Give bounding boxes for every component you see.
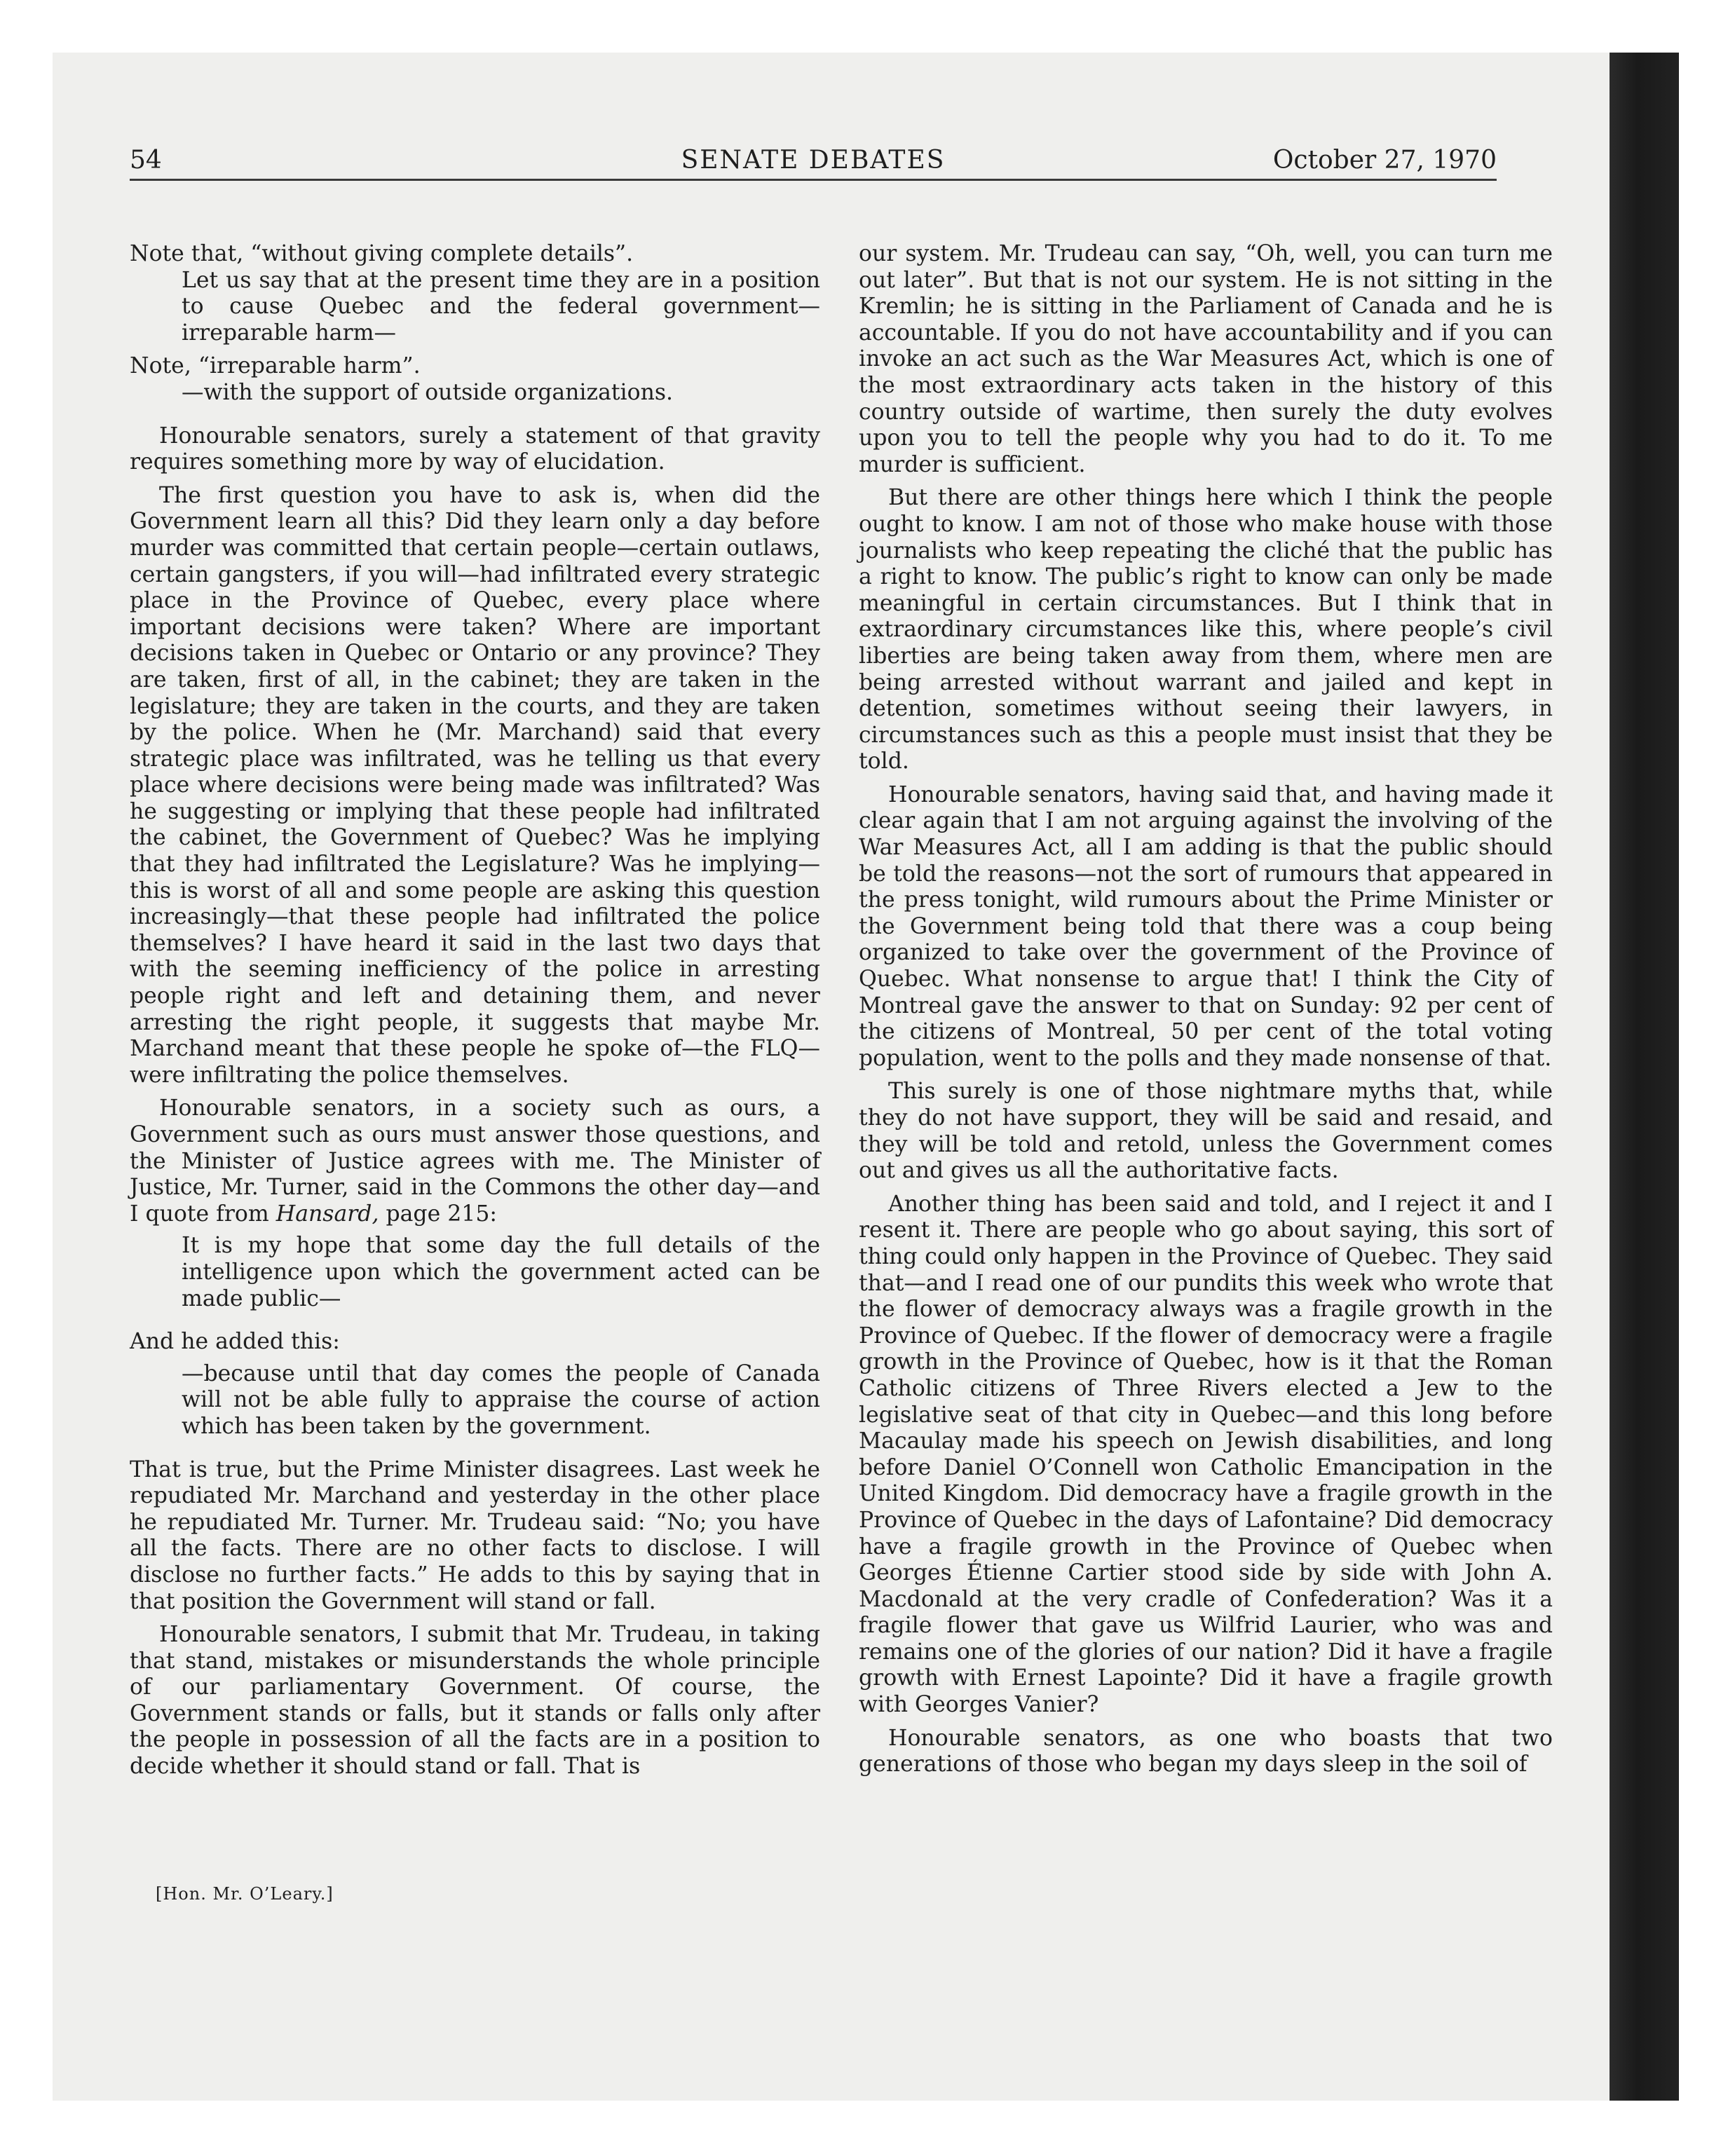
hansard-citation: Hansard,	[275, 1201, 379, 1227]
paragraph-text: page 215:	[379, 1201, 497, 1227]
block-quote: Let us say that at the present time they are in a position to cause Quebec and the federal government—irreparable harm—	[182, 267, 820, 346]
paragraph: Note, “irreparable harm”.	[130, 353, 421, 379]
paragraph: But there are other things here which I think the people ought to know. I am not of those who make house with those journalists who keep repeating the cliché that the public has a right to know. The public’s right to know can only be made meaningful in certain circumstances. But I think that in extraordinary circumstances like this, where people’s civil liberties are being taken away from them, where men are being arrested without warrant and jailed and kept in detention, sometimes without seeing their lawyers, in circumstances such as this a people must insist that they be told.	[859, 485, 1553, 775]
left-column	[130, 241, 820, 1780]
paragraph	[130, 1096, 820, 1227]
paragraph: This surely is one of those nightmare myths that, while they do not have support, they will be said and resaid, and they will be told and retold, unless the Government comes out and gives us all the authoritative facts.	[859, 1079, 1553, 1184]
block-quote: —because until that day comes the people of Canada will not be able fully to appraise the course of action which has been taken by the government.	[182, 1360, 820, 1439]
paragraph: The first question you have to ask is, when did the Government learn all this? Did they learn only a day before murder was committed that certain people—certain outlaws, certain gangsters, if you will—had infiltrated every strategic place in the Province of Quebec, every place where important decisions were taken? Where are important decisions taken in Quebec or Ontario or any province? They are taken, first of all, in the cabinet; they are taken in the legislature; they are taken in the courts, and they are taken by the police. When he (Mr. Marchand) said that every strategic place was infiltrated, was he telling us that every place where decisions were being made was infiltrated? Was he suggesting or implying that these people had infiltrated the cabinet, the Government of Quebec? Was he implying that they had infiltrated the Legislature? Was he implying—this is worst of all and some people are asking this question increasingly—that these people had infiltrated the police themselves? I have heard it said in the last two days that with the seeming inefficiency of the police in arresting people right and left and detaining them, and never arresting the right people, it suggests that maybe Mr. Marchand meant that these people he spoke of—the FLQ—were infiltrating the police themselves.	[130, 482, 820, 1088]
scan-edge-shadow	[1610, 53, 1679, 2101]
paragraph: Honourable senators, I submit that Mr. Trudeau, in taking that stand, mistakes or misunderstands the whole principle of our parliamentary Government. Of course, the Government stands or falls, but it stands or falls only after the people in possession of all the facts are in a position to decide whether it should stand or fall. That is	[130, 1622, 820, 1780]
paragraph-text: Honourable senators, in a society such as ours, a Government such as ours must answer those questions, and the Minister of Justice agrees with me. The Minister of Justice, Mr. Turner, said in the Commons the other day—and I quote from	[130, 1096, 820, 1227]
paragraph: Note that, “without giving complete details”.	[130, 241, 634, 266]
page-header	[130, 144, 1497, 181]
block-quote: It is my hope that some day the full details of the intelligence upon which the government acted can be made public—	[182, 1233, 820, 1311]
paragraph: Honourable senators, surely a statement of that gravity requires something more by way of elucidation.	[130, 423, 820, 475]
page-number: 54	[130, 146, 162, 175]
paragraph: Honourable senators, having said that, and having made it clear again that I am not arguing against the involving of the War Measures Act, all I am adding is that the public should be told the reasons—not the sort of rumours that appeared in the press tonight, wild rumours about the Prime Minister or the Government being told that there was a coup being organized to take over the government of the Province of Quebec. What nonsense to argue that! I think the City of Montreal gave the answer to that on Sunday: 92 per cent of the citizens of Montreal, 50 per cent of the total voting population, went to the polls and they made nonsense of that.	[859, 782, 1553, 1071]
issue-date: October 27, 1970	[1272, 146, 1497, 175]
paragraph: Honourable senators, as one who boasts that two generations of those who began my days sleep in the soil of	[859, 1725, 1553, 1778]
paragraph: Another thing has been said and told, and I reject it and I resent it. There are people who go about saying, this sort of thing could only happen in the Province of Quebec. They said that—and I read one of our pundits this week who wrote that the flower of democracy always was a fragile growth in the Province of Quebec. If the flower of democracy were a fragile growth in the Province of Quebec, how is it that the Roman Catholic citizens of Three Rivers elected a Jew to the legislative seat of that city in Quebec—and this long before Macaulay made his speech on Jewish disabilities, and long before Daniel O’Connell won Catholic Emancipation in the United Kingdom. Did democracy have a fragile growth in the Province of Quebec in the days of Lafontaine? Did democracy have a fragile growth in the Province of Quebec when Georges Étienne Cartier stood side by side with John A. Macdonald at the very cradle of Confederation? Was it a fragile flower that gave us Wilfrid Laurier, who was and remains one of the glories of our nation? Did it have a fragile growth with Ernest Lapointe? Did it have a fragile growth with Georges Vanier?	[859, 1191, 1553, 1718]
right-column	[859, 241, 1553, 1778]
paragraph: That is true, but the Prime Minister disagrees. Last week he repudiated Mr. Marchand and yesterday in the other place he repudiated Mr. Turner. Mr. Trudeau said: “No; you have all the facts. There are no other facts to disclose. I will disclose no further facts.” He adds to this by saying that in that position the Government will stand or fall.	[130, 1456, 820, 1614]
block-quote: —with the support of outside organizations.	[182, 379, 674, 405]
publication-title: SENATE DEBATES	[681, 146, 946, 175]
paragraph: And he added this:	[130, 1329, 340, 1355]
paragraph: our system. Mr. Trudeau can say, “Oh, well, you can turn me out later”. But that is not our system. He is not sitting in the Kremlin; he is sitting in the Parliament of Canada and he is accountable. If you do not have accountability and if you can invoke an act such as the War Measures Act, which is one of the most extraordinary acts taken in the history of this country outside of wartime, then surely the duty evolves upon you to tell the people why you had to do it. To me murder is sufficient.	[859, 241, 1553, 477]
speaker-footer: [Hon. Mr. O’Leary.]	[156, 1884, 334, 1904]
